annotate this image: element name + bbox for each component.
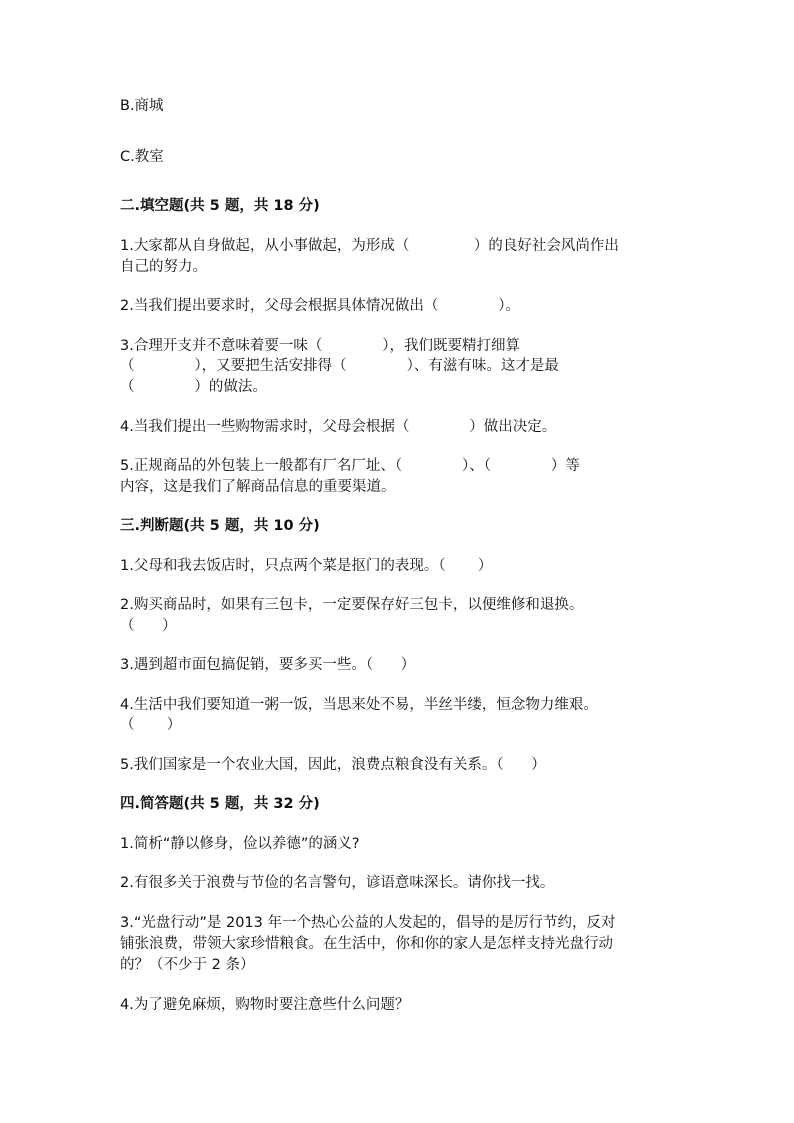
judge-q1: 1.父母和我去饭店时，只点两个菜是抠门的表现。（ ） xyxy=(120,558,493,574)
short-q3-line3: 的？（不少于 2 条） xyxy=(120,957,255,973)
judge-q3: 3.遇到超市面包搞促销，要多买一些。（ ） xyxy=(120,657,416,673)
short-q3-line1: 3.“光盘行动”是 2013 年一个热心公益的人发起的，倡导的是厉行节约，反对 xyxy=(120,915,616,931)
judge-q5: 5.我们国家是一个农业大国，因此，浪费点粮食没有关系。（ ） xyxy=(120,757,546,773)
fill-q3-line2: （ ），又要把生活安排得（ ）、有滋有味。这才是最 xyxy=(120,358,559,374)
fill-q1-line2: 自己的努力。 xyxy=(120,259,207,275)
judge-q4-line2: （ ） xyxy=(120,717,182,733)
judge-q4-line1: 4.生活中我们要知道一粥一饭，当思来处不易，半丝半缕，恒念物力维艰。 xyxy=(120,697,598,713)
fill-q5-line2: 内容，这是我们了解商品信息的重要渠道。 xyxy=(120,479,396,495)
fill-q3-line1: 3.合理开支并不意味着要一味（ ），我们既要精打细算 xyxy=(120,338,521,354)
short-q4: 4.为了避免麻烦，购物时要注意些什么问题？ xyxy=(120,997,410,1013)
short-q3-line2: 铺张浪费，带领大家珍惜粮食。在生活中，你和你的家人是怎样支持光盘行动 xyxy=(120,936,613,952)
option-b: B.商城 xyxy=(120,98,164,114)
short-q2: 2.有很多关于浪费与节俭的名言警句，谚语意味深长。请你找一找。 xyxy=(120,875,555,891)
fill-q3-line3: （ ）的做法。 xyxy=(120,379,267,395)
section-title-judgement: 三.判断题(共 5 题，共 10 分) xyxy=(120,518,320,534)
fill-q2: 2.当我们提出要求时，父母会根据具体情况做出（ ）。 xyxy=(120,298,521,314)
judge-q2-line2: （ ） xyxy=(120,618,177,634)
judge-q2-line1: 2.购买商品时，如果有三包卡，一定要保存好三包卡，以便维修和退换。 xyxy=(120,597,584,613)
section-title-fill-in: 二.填空题(共 5 题，共 18 分) xyxy=(120,198,320,214)
short-q1: 1.简析“静以修身，俭以养德”的涵义? xyxy=(120,836,360,852)
section-title-short-answer: 四.简答题(共 5 题，共 32 分) xyxy=(120,796,320,812)
fill-q1-line1: 1.大家都从自身做起，从小事做起，为形成（ ）的良好社会风尚作出 xyxy=(120,238,619,254)
fill-q5-line1: 5.正规商品的外包装上一般都有厂名厂址、（ ）、（ ）等 xyxy=(120,458,580,474)
fill-q4: 4.当我们提出一些购物需求时，父母会根据（ ）做出决定。 xyxy=(120,419,557,435)
option-c: C.教室 xyxy=(120,149,164,165)
